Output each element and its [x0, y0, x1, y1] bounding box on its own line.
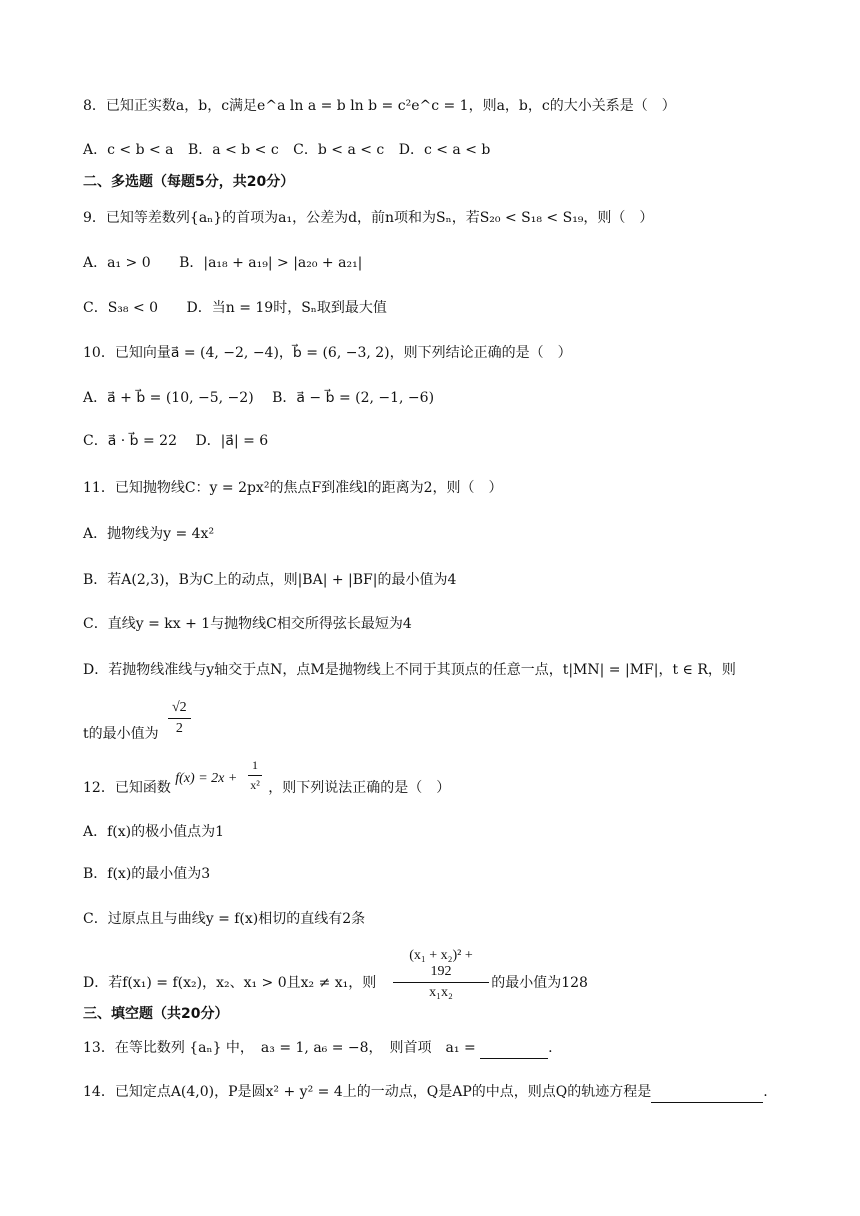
section-heading-fill-in: 三、填空题（共20分）: [83, 1006, 229, 1022]
q10-option-d: D．|a⃗| = 6: [195, 433, 269, 449]
q9-stem: 9．已知等差数列{aₙ}的首项为a₁，公差为d，前n项和为Sₙ，若S₂₀ < S₁₈ < S₁₉，则（ ）: [83, 210, 654, 226]
q12-option-d-denominator: x₁x₂: [429, 985, 453, 1000]
q12-function: f(x) = 2x +: [175, 771, 238, 786]
q8-option-c: C．b < a < c: [293, 142, 385, 158]
q12-option-b: B．f(x)的最小值为3: [83, 866, 211, 882]
q13-period: .: [548, 1040, 553, 1056]
section-heading-multiple-choice: 二、多选题（每题5分，共20分）: [83, 174, 295, 190]
q9-option-a: A．a₁ > 0: [83, 255, 151, 271]
q8-options: [83, 140, 490, 160]
q11-option-d: D．若抛物线准线与y轴交于点N，点M是抛物线上不同于其顶点的任意一点，t|MN| = |MF|，t ∈ R，则: [83, 662, 736, 678]
q9-option-b: B．|a₁₈ + a₁₉| > |a₂₀ + a₂₁|: [179, 255, 363, 271]
q14-answer-blank[interactable]: [651, 1082, 763, 1103]
q12-option-d: [83, 973, 588, 993]
q13-stem: [83, 1038, 553, 1059]
q12-stem: [83, 771, 451, 799]
q10-option-b: B．a⃗ − b⃗ = (2, −1, −6): [272, 390, 435, 406]
q14-stem: [83, 1082, 768, 1103]
q12-option-d-suffix: 的最小值为128: [491, 975, 588, 991]
q8-option-b: B．a < b < c: [187, 142, 279, 158]
q12-function-denominator: x²: [250, 778, 260, 792]
q12-function-fraction: [248, 758, 262, 793]
q11-fraction-numerator: √2: [168, 700, 191, 719]
q12-option-d-fraction: [393, 948, 489, 1001]
q13-answer-blank[interactable]: [480, 1038, 548, 1059]
q10-option-c: C．a⃗ · b⃗ = 22: [83, 433, 177, 449]
q9-option-c: C．S₃₈ < 0: [83, 300, 159, 316]
q8-stem: 8．已知正实数a，b，c满足e^a ln a = b ln b = c²e^c = 1，则a，b，c的大小关系是（ ）: [83, 98, 676, 114]
q13-text: 13．在等比数列 {aₙ} 中， a₃ = 1, a₆ = −8， 则首项 a₁ =: [83, 1040, 481, 1056]
q11-option-c: C．直线y = kx + 1与抛物线C相交所得弦长最短为4: [83, 616, 412, 632]
q11-fraction-denominator: 2: [175, 721, 183, 736]
q11-fraction: [168, 700, 191, 737]
q12-function-numerator: 1: [248, 758, 262, 776]
q9-options-row2: [83, 298, 387, 318]
q12-option-c: C．过原点且与曲线y = f(x)相切的直线有2条: [83, 911, 366, 927]
q9-options-row1: [83, 253, 362, 273]
q14-period: .: [763, 1084, 768, 1100]
q11-option-a: A．抛物线为y = 4x²: [83, 526, 215, 542]
q10-options-row2: [83, 431, 268, 451]
q10-option-a: A．a⃗ + b⃗ = (10, −5, −2): [83, 390, 254, 406]
q11-option-d-continuation: t的最小值为: [83, 726, 159, 742]
q12-option-d-numerator: (x₁ + x₂)² + 192: [393, 948, 489, 983]
q12-option-d-prefix: D．若f(x₁) = f(x₂)，x₂、x₁ > 0且x₂ ≠ x₁，则: [83, 975, 377, 991]
q10-options-row1: [83, 388, 434, 408]
q10-stem: 10．已知向量a⃗ = (4, −2, −4)，b⃗ = (6, −3, 2)，则下列结论正确的是（ ）: [83, 345, 572, 361]
q8-option-d: D．c < a < b: [398, 142, 491, 158]
q12-option-a: A．f(x)的极小值点为1: [83, 824, 225, 840]
q14-text: 14．已知定点A(4,0)，P是圆x² + y² = 4上的一动点，Q是AP的中点，则点Q的轨迹方程是: [83, 1084, 652, 1100]
q8-option-a: A．c < b < a: [83, 142, 174, 158]
q9-option-d: D．当n = 19时，Sₙ取到最大值: [186, 300, 387, 316]
q12-stem-suffix: ，则下列说法正确的是（ ）: [268, 780, 451, 796]
q11-option-b: B．若A(2,3)，B为C上的动点，则|BA| + |BF|的最小值为4: [83, 572, 457, 588]
q12-stem-prefix: 12．已知函数: [83, 780, 171, 796]
q11-stem: 11．已知抛物线C：y = 2px²的焦点F到准线l的距离为2，则（ ）: [83, 480, 503, 496]
